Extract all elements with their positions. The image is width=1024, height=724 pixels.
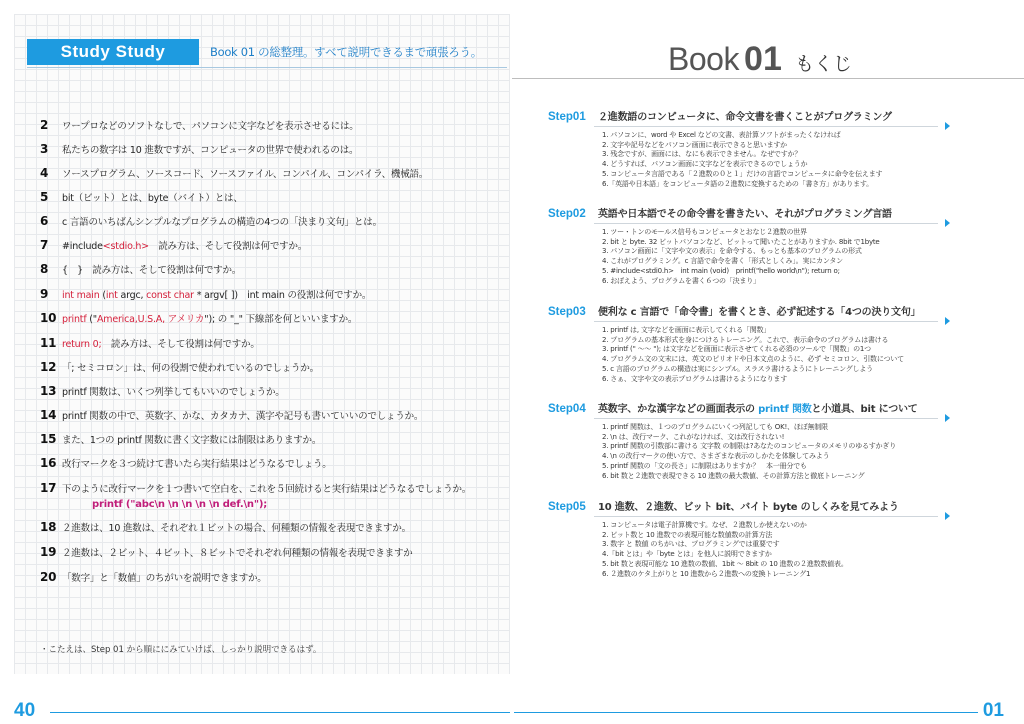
question-item [40, 311, 357, 325]
step-item: 2. プログラムの基本形式を身につけるトレーニング。これで、表示命令のプログラムは書ける [602, 335, 889, 344]
title-divider [512, 78, 1024, 79]
question-item [40, 336, 260, 350]
step-item: 6.「英語や日本語」をコンピュータ語の２進数に変換するための「書き方」があります。 [602, 179, 873, 188]
step-item: 5. #include<stdi0.h> int main (void) printf("hello world\n"); return o; [602, 266, 840, 275]
step-divider-arrow [594, 418, 938, 419]
question-item [40, 384, 285, 398]
step-item: 3. printf (" ～～ "); は文字などを画面に表示させてくれる必須のツールで「関数」の1つ [602, 345, 871, 354]
left-footer-line [50, 712, 510, 713]
step-item: 2. \n は、改行マーク、これがなければ、文は改行されない! [602, 432, 785, 441]
step-item: 4. どうすれば、パソコン画面に文字などを表示できるのでしょうか [602, 160, 808, 169]
question-text: ソースプログラム、ソースコード、ソースファイル、コンパイル、コンパイラ、機械語。 [62, 169, 429, 180]
book-title [668, 40, 852, 79]
step-item: 5. bit 数と表現可能な 10 進数の数値、1bit ～ 8bit の 10 進数の２進数数値表。 [602, 559, 848, 568]
question-text: (" [86, 314, 97, 325]
step-item: 2. ビット数と 10 進数での表現可能な数値数の計算方法 [602, 530, 773, 539]
question-text: 下のように改行マークを１つ書いて空白を、これを５回続けると実行結果はどうなるでしょうか。 [62, 484, 472, 495]
question-text: ２進数は、２ビット、４ビット、８ビットでそれぞれ何種類の情報を表現できますか [62, 548, 413, 559]
question-number: 13 [40, 384, 57, 398]
question-text: #include [62, 241, 103, 252]
step-item: 5. c 言語のプログラムの構造は実にシンプル。スラスラ書けるようにトレーニングしよう [602, 364, 873, 373]
question-number: 7 [40, 238, 49, 252]
question-item [40, 408, 423, 422]
question-item [40, 190, 243, 204]
question-code-highlight: America,U.S.A, アメリカ [96, 314, 205, 325]
step-title-text: と小道具、bit について [811, 404, 918, 415]
question-text: ２進数は、10 進数は、それぞれ１ビットの場合、何種類の情報を表現できますか。 [62, 523, 411, 534]
step-item: 4. \n の改行マークの使い方で、さまざまな表示のしかたを体験してみよう [602, 452, 830, 461]
question-code-highlight: int main [62, 290, 100, 301]
question-text: "); の "_" 下線部を何といいますか。 [204, 314, 358, 325]
question-item [40, 238, 307, 252]
study-study-badge: Study Study [27, 39, 199, 65]
step-item: 4. これがプログラミング。c 言語で命令を書く「形式としくみ」。実にカンタン [602, 257, 843, 266]
question-number: 9 [40, 287, 49, 301]
question-code-highlight: return 0; [62, 339, 102, 350]
step-item: 6. bit 数と２進数で表現できる 10 進数の最大数値、その計算方法と徹底トレーニング [602, 471, 865, 480]
step-items [602, 131, 948, 189]
step-label: Step05 [548, 501, 586, 513]
step-item: 1. パソコンに、word や Excel などの文書、表計算ソフトがまったくなければ [602, 131, 841, 139]
question-text: { } 読み方は、そして役割は何ですか。 [62, 265, 242, 276]
step-divider-arrow [594, 126, 938, 127]
question-item [40, 142, 358, 156]
step-title-text: 英数字、かな漢字などの画面表示の [598, 404, 759, 415]
step-item: 1. コンピュータは電子計算機です。なぜ、２進数しか使えないのか [602, 521, 807, 529]
step-items [602, 326, 948, 384]
question-item [40, 262, 241, 276]
question-item [40, 214, 382, 228]
question-number: 18 [40, 520, 57, 534]
question-item [40, 360, 319, 374]
question-text: bit（ビット）とは、byte（バイト）とは、 [62, 193, 243, 204]
step-section [548, 498, 948, 579]
question-text: 読み方は、そして役割は何ですか。 [101, 339, 260, 350]
step-item: 5. コンピュータ言語である「２進数の０と１」だけの言語でコンピュータに命令を伝えます [602, 169, 883, 178]
question-text: また、1つの printf 関数に書く文字数には制限はありますか。 [62, 435, 322, 446]
question-code-highlight: int [105, 290, 118, 301]
step-title: 便利な c 言語で「命令書」を書くとき、必ず記述する「4つの決り文句」 [598, 307, 921, 318]
step-section [548, 205, 948, 286]
question-number: 5 [40, 190, 49, 204]
step-items [602, 423, 948, 481]
question-number: 16 [40, 456, 57, 470]
step-item: 3. printf 関数の引数部に書ける 文字数 の制限は?あなたのコンピュータのメモリのゆるすかぎり [602, 442, 897, 451]
step-item: 4. プログラム文の文末には、英文のピリオドや日本文点のように、必ず セミコロン、引数について [602, 355, 904, 364]
step-item: 4.「bit とは」や「byte とは」を他人に説明できますか [602, 550, 772, 559]
step-section [548, 400, 948, 481]
step-item: 1. printf は, 文字などを画面に表示してくれる「関数」 [602, 326, 771, 334]
question-number: 19 [40, 545, 57, 559]
step-label: Step02 [548, 208, 586, 220]
question-item [40, 287, 371, 301]
step-header [548, 498, 948, 513]
question-number: 6 [40, 214, 49, 228]
step-item: 6. おぼえよう、プログラムを書く６つの「決まり」 [602, 276, 760, 285]
step-header [548, 400, 948, 415]
book-title-jp: もくじ [794, 53, 852, 75]
step-item: 3. 残念ですが、画面には、なにも表示できません。なぜですか？ [602, 150, 802, 159]
step-item: 2. 文字や記号などをパソコン画面に表示できると思いますか [602, 140, 787, 149]
question-text: ( [99, 290, 106, 301]
question-item [40, 118, 359, 132]
question-number: 11 [40, 336, 57, 350]
step-item: 1. printf 関数は、１つのプログラムにいくつ列記しても OK!、ほぼ無制限 [602, 423, 828, 431]
question-number: 14 [40, 408, 57, 422]
question-item [40, 432, 321, 446]
step-item: 1. ツー・トンのモールス信号もコンピュータとおなじ２進数の世界 [602, 228, 807, 236]
step-divider-arrow [594, 223, 938, 224]
question-text: ワープロなどのソフトなしで、パソコンに文字などを表示させるには。 [62, 121, 359, 132]
question-code-highlight: <stdio.h> [102, 241, 149, 252]
step-divider-arrow [594, 321, 938, 322]
right-footer-line [514, 712, 978, 713]
step-item: 2. bit と byte. 32 ビットパソコンなど、ビットって聞いたことがありますか. 8bit で1byte [602, 237, 880, 246]
step-title-highlight: printf 関数 [758, 404, 812, 415]
study-subtitle: Book 01 の総整理。すべて説明できるまで頑張ろう。 [210, 45, 482, 59]
step-title: 10 進数、２進数、ビット bit、バイト byte のしくみを見てみよう [598, 502, 899, 513]
step-label: Step04 [548, 403, 586, 415]
question-item [40, 166, 428, 180]
step-header [548, 205, 948, 220]
answer-note: ・こたえは、Step 01 から順ににみていけば、しっかり説明できるはず。 [40, 645, 322, 655]
question-number: 2 [40, 118, 49, 132]
step-section [548, 303, 948, 384]
question-text: 「; セミコロン」は、何の役割で使われているのでしょうか。 [62, 363, 319, 374]
step-label: Step01 [548, 111, 586, 123]
question-number: 3 [40, 142, 49, 156]
question-number: 15 [40, 432, 57, 446]
step-items [602, 228, 948, 286]
question-item [40, 481, 471, 510]
question-item [40, 545, 413, 559]
question-item [40, 456, 332, 470]
question-item [40, 520, 411, 534]
question-number: 8 [40, 262, 49, 276]
step-items [602, 521, 948, 579]
step-header [548, 303, 948, 318]
question-code-highlight: const char [146, 290, 194, 301]
step-divider-arrow [594, 516, 938, 517]
question-number: 4 [40, 166, 49, 180]
step-item: 6. さぁ、文字や文の表示プログラムは書けるようになります [602, 374, 788, 383]
question-text: 読み方は、そして役割は何ですか。 [148, 241, 308, 252]
step-title: 英語や日本語でその命令書を書きたい、それがプログラミング言語 [598, 209, 892, 220]
question-text: 「数字」と「数値」のちがいを説明できますか。 [62, 573, 267, 584]
step-item: 6. ２進数のケタ上がりと 10 進数から２進数への変換トレーニング1 [602, 569, 811, 578]
book-title-number: 01 [744, 40, 782, 78]
question-number: 20 [40, 570, 57, 584]
question-number: 10 [40, 311, 57, 325]
question-text: 私たちの数字は 10 進数ですが、コンピュータの世界で使われるのは。 [62, 145, 359, 156]
question-text: printf 関数は、いくつ列挙してもいいのでしょうか。 [62, 387, 285, 398]
question-text: 改行マークを３つ続けて書いたら実行結果はどうなるでしょう。 [62, 459, 332, 470]
question-number: 17 [40, 481, 57, 495]
step-section [548, 108, 948, 189]
left-page-number: 40 [14, 700, 36, 721]
step-header [548, 108, 948, 123]
question-code-sample: printf ("abc\n \n \n \n \n def.\n"); [92, 499, 268, 510]
step-title [598, 400, 918, 415]
question-code-highlight: printf [62, 314, 87, 325]
question-text: argc, [117, 290, 147, 301]
right-page-number: 01 [982, 700, 1004, 721]
question-text: printf 関数の中で、英数字、かな、カタカナ、漢字や記号も書いていいのでしょうか。 [62, 411, 424, 422]
question-text: * argv[ ]) int main の役割は何ですか。 [193, 290, 372, 301]
step-title: ２進数語のコンピュータに、命令文書を書くことがプログラミング [598, 112, 892, 123]
step-item: 3. 数字 と 数値 のちがいは、プログラミングでは重要です [602, 540, 780, 549]
question-text: c 言語のいちばんシンプルなプログラムの構造の4つの「決まり文句」とは。 [62, 217, 382, 228]
step-label: Step03 [548, 306, 586, 318]
study-underline [27, 67, 507, 68]
question-number: 12 [40, 360, 57, 374]
question-item [40, 570, 267, 584]
step-item: 3. パソコン画面に「文字や文の表示」を命令する、もっとも基本のプログラムの形式 [602, 247, 862, 256]
step-item: 5. printf 関数の「文の長さ」に制限はありますか？ 本一冊分でも [602, 461, 807, 470]
book-title-word: Book [668, 41, 739, 77]
